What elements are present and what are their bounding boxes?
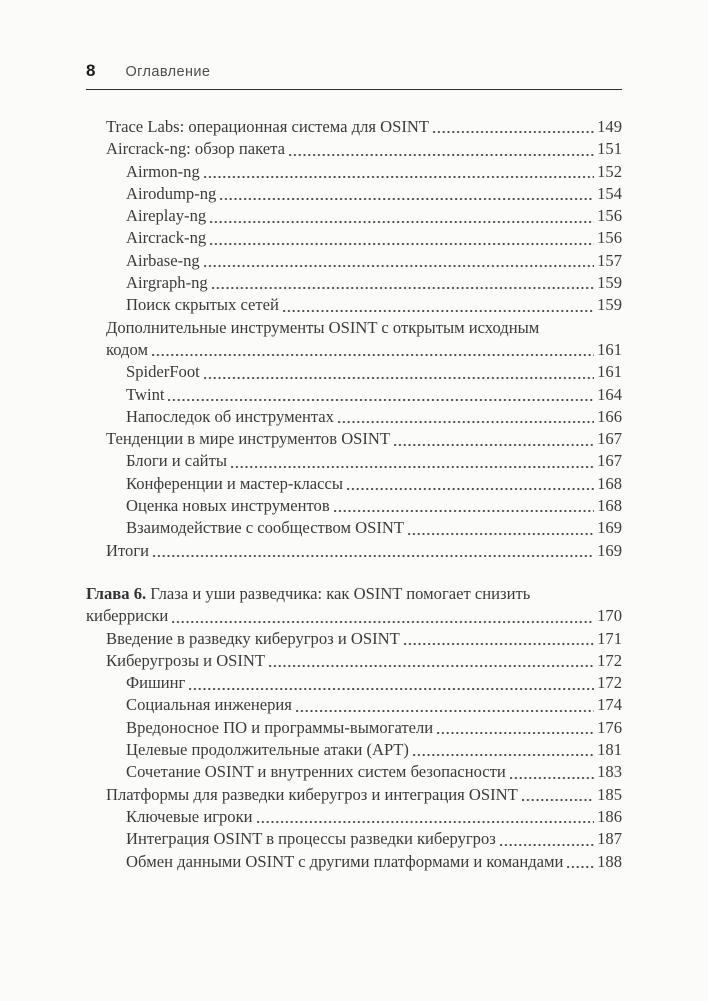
toc-entry-title: SpiderFoot — [126, 362, 200, 382]
toc-entry-title: Блоги и сайты — [126, 451, 227, 471]
dotted-leader — [296, 710, 594, 712]
toc-entry-page-number: 183 — [597, 762, 622, 782]
dotted-leader — [334, 510, 594, 512]
toc-entry-line — [126, 806, 622, 828]
toc-entry-line — [126, 717, 622, 739]
toc-entry-page-number: 167 — [597, 429, 622, 449]
toc-entry — [86, 517, 622, 539]
dotted-leader — [172, 621, 594, 623]
toc-entry-page-number: 169 — [597, 518, 622, 538]
toc-entry — [86, 406, 622, 428]
toc-entry-text-line: Дополнительные инструменты OSINT с открытым исходным — [106, 317, 540, 337]
toc-entry-title: Ключевые игроки — [126, 806, 253, 826]
toc-entry — [86, 694, 622, 716]
toc-entry-line — [126, 161, 622, 183]
toc-entry-title: Напоследок об инструментах — [126, 406, 334, 426]
dotted-leader — [212, 287, 594, 289]
toc-entry-page-number: 169 — [597, 540, 622, 560]
toc-entry-page-number: 154 — [597, 183, 622, 203]
toc-entry — [86, 540, 622, 562]
toc-entry-title: Целевые продолжительные атаки (APT) — [126, 740, 409, 760]
toc-entry-line — [86, 605, 622, 627]
toc-entry-title: Airbase-ng — [126, 250, 200, 270]
dotted-leader — [437, 732, 594, 734]
toc-entry — [86, 161, 622, 183]
toc-entry-line — [126, 739, 622, 761]
toc-entry — [86, 250, 622, 272]
dotted-leader — [210, 221, 594, 223]
toc-entry-page-number: 152 — [597, 161, 622, 181]
toc-entry-page-number: 187 — [597, 829, 622, 849]
dotted-leader — [522, 799, 594, 801]
toc-entry — [86, 583, 622, 628]
toc-entry-title: Интеграция OSINT в процессы разведки киберугроз — [126, 829, 496, 849]
toc-entry — [86, 495, 622, 517]
toc-entry — [86, 205, 622, 227]
toc-entry-title: Aircrack-ng — [126, 228, 207, 248]
dotted-leader — [404, 643, 594, 645]
dotted-leader — [189, 688, 594, 690]
dotted-leader — [220, 198, 594, 200]
dotted-leader — [394, 444, 594, 446]
dotted-leader — [231, 466, 594, 468]
dotted-leader — [210, 243, 594, 245]
toc-entry-title: Фишинг — [126, 673, 186, 693]
toc-entry — [86, 227, 622, 249]
toc-entry — [86, 672, 622, 694]
toc-entry-title: Twint — [126, 384, 165, 404]
toc-entry-line — [106, 540, 622, 562]
toc-entry — [86, 784, 622, 806]
toc-entry-title: Оценка новых инструментов — [126, 496, 330, 516]
toc-entry — [86, 828, 622, 850]
toc-entry-page-number: 161 — [597, 362, 622, 382]
toc-entry-wrapped-lines — [86, 583, 622, 605]
toc-entry-title: киберриски — [86, 606, 169, 626]
dotted-leader — [204, 377, 594, 379]
running-header — [86, 61, 622, 90]
dotted-leader — [269, 665, 594, 667]
toc-entry-line — [126, 694, 622, 716]
toc-entry-title: Trace Labs: операционная система для OSINT — [106, 117, 429, 136]
toc-entry — [86, 739, 622, 761]
toc-entry-page-number: 172 — [597, 673, 622, 693]
toc-entry-title: Конференции и мастер-классы — [126, 473, 344, 493]
toc-entry — [86, 628, 622, 650]
toc-entry — [86, 717, 622, 739]
toc-entry-page-number: 159 — [597, 273, 622, 293]
toc-entry-page-number: 185 — [597, 784, 622, 804]
toc-entry-page-number: 170 — [597, 606, 622, 626]
dotted-leader — [433, 131, 594, 133]
dotted-leader — [257, 821, 595, 823]
toc-entry-page-number: 149 — [597, 117, 622, 136]
toc-entry-page-number: 156 — [597, 228, 622, 248]
dotted-leader — [567, 866, 594, 868]
toc-entry-line — [126, 384, 622, 406]
chapter-number-prefix: Глава 6. — [86, 583, 147, 603]
toc-entry-page-number: 176 — [597, 717, 622, 737]
toc-entry-title: Взаимодействие с сообществом OSINT — [126, 518, 405, 538]
toc-entry-line — [126, 406, 622, 428]
toc-entry — [86, 138, 622, 160]
dotted-leader — [289, 154, 594, 156]
toc-entry-line — [106, 650, 622, 672]
toc-entry-line — [126, 761, 622, 783]
toc-entry-title: Обмен данными OSINT с другими платформами и командами — [126, 851, 564, 871]
toc-entry-title: Поиск скрытых сетей — [126, 295, 279, 315]
toc-entry-title: Введение в разведку киберугроз и OSINT — [106, 628, 400, 648]
toc-entry — [86, 361, 622, 383]
dotted-leader — [204, 265, 594, 267]
toc-entry-title: Aireplay-ng — [126, 206, 207, 226]
toc-entry-page-number: 174 — [597, 695, 622, 715]
toc-entry-title: Социальная инженерия — [126, 695, 292, 715]
toc-entry-line — [106, 138, 622, 160]
toc-list — [86, 116, 622, 873]
toc-entry-page-number: 151 — [597, 139, 622, 159]
toc-entry-line — [106, 628, 622, 650]
toc-entry-line — [106, 428, 622, 450]
toc-entry-page-number: 186 — [597, 806, 622, 826]
toc-entry-line — [106, 339, 622, 361]
toc-entry-line — [126, 183, 622, 205]
toc-entry — [86, 450, 622, 472]
toc-entry-line — [126, 227, 622, 249]
toc-entry-line — [126, 450, 622, 472]
toc-entry-line — [126, 851, 622, 873]
toc-entry — [86, 294, 622, 316]
dotted-leader — [347, 488, 594, 490]
toc-entry — [86, 806, 622, 828]
dotted-leader — [413, 754, 594, 756]
toc-entry-line — [126, 294, 622, 316]
toc-entry-line — [126, 517, 622, 539]
toc-entry-title: кодом — [106, 339, 148, 359]
toc-entry-line — [106, 116, 622, 138]
toc-entry-line — [126, 250, 622, 272]
dotted-leader — [168, 399, 594, 401]
toc-entry-title: Airmon-ng — [126, 161, 200, 181]
dotted-leader — [338, 421, 594, 423]
dotted-leader — [510, 777, 594, 779]
toc-entry-line — [126, 361, 622, 383]
toc-entry-page-number: 164 — [597, 384, 622, 404]
toc-entry — [86, 761, 622, 783]
toc-entry-line — [126, 495, 622, 517]
toc-entry-page-number: 167 — [597, 451, 622, 471]
toc-entry-page-number: 172 — [597, 650, 622, 670]
dotted-leader — [204, 176, 594, 178]
dotted-leader — [408, 533, 594, 535]
toc-entry-line — [126, 473, 622, 495]
toc-entry-title: Aircrack-ng: обзор пакета — [106, 139, 285, 159]
toc-entry-line — [126, 272, 622, 294]
toc-entry — [86, 473, 622, 495]
toc-entry-page-number: 159 — [597, 295, 622, 315]
toc-entry-page-number: 157 — [597, 250, 622, 270]
dotted-leader — [500, 844, 594, 846]
toc-entry-line — [106, 784, 622, 806]
dotted-leader — [152, 354, 594, 356]
toc-entry-page-number: 166 — [597, 406, 622, 426]
toc-entry-page-number: 171 — [597, 628, 622, 648]
toc-entry-page-number: 156 — [597, 206, 622, 226]
toc-entry — [86, 650, 622, 672]
toc-entry-title: Airgraph-ng — [126, 273, 208, 293]
toc-entry — [86, 428, 622, 450]
toc-entry-text-line: Глава 6. Глаза и уши разведчика: как OSINT помогает снизить — [86, 583, 531, 603]
toc-entry-page-number: 168 — [597, 473, 622, 493]
toc-entry — [86, 384, 622, 406]
toc-entry-line — [126, 205, 622, 227]
toc-entry-wrapped-lines — [106, 317, 622, 339]
toc-entry-title: Airodump-ng — [126, 183, 217, 203]
dotted-leader — [283, 310, 594, 312]
dotted-leader — [153, 555, 594, 557]
toc-entry — [86, 851, 622, 873]
toc-entry-page-number: 161 — [597, 339, 622, 359]
toc-entry-line — [126, 828, 622, 850]
toc-entry-page-number: 181 — [597, 740, 622, 760]
running-header-title: Оглавление — [125, 64, 211, 80]
toc-entry-title: Вредоносное ПО и программы-вымогатели — [126, 717, 434, 737]
toc-entry — [86, 116, 622, 138]
toc-entry-title: Платформы для разведки киберугроз и интеграция OSINT — [106, 784, 518, 804]
toc-entry-title: Тенденции в мире инструментов OSINT — [106, 429, 391, 449]
page-number: 8 — [86, 61, 96, 80]
toc-entry-title: Сочетание OSINT и внутренних систем безопасности — [126, 762, 506, 782]
toc-entry-page-number: 188 — [597, 851, 622, 871]
toc-entry — [86, 272, 622, 294]
toc-entry-title: Киберугрозы и OSINT — [106, 650, 266, 670]
toc-entry-page-number: 168 — [597, 496, 622, 516]
toc-entry-title: Итоги — [106, 540, 149, 560]
toc-entry-line — [126, 672, 622, 694]
toc-entry — [86, 183, 622, 205]
toc-entry — [86, 317, 622, 362]
